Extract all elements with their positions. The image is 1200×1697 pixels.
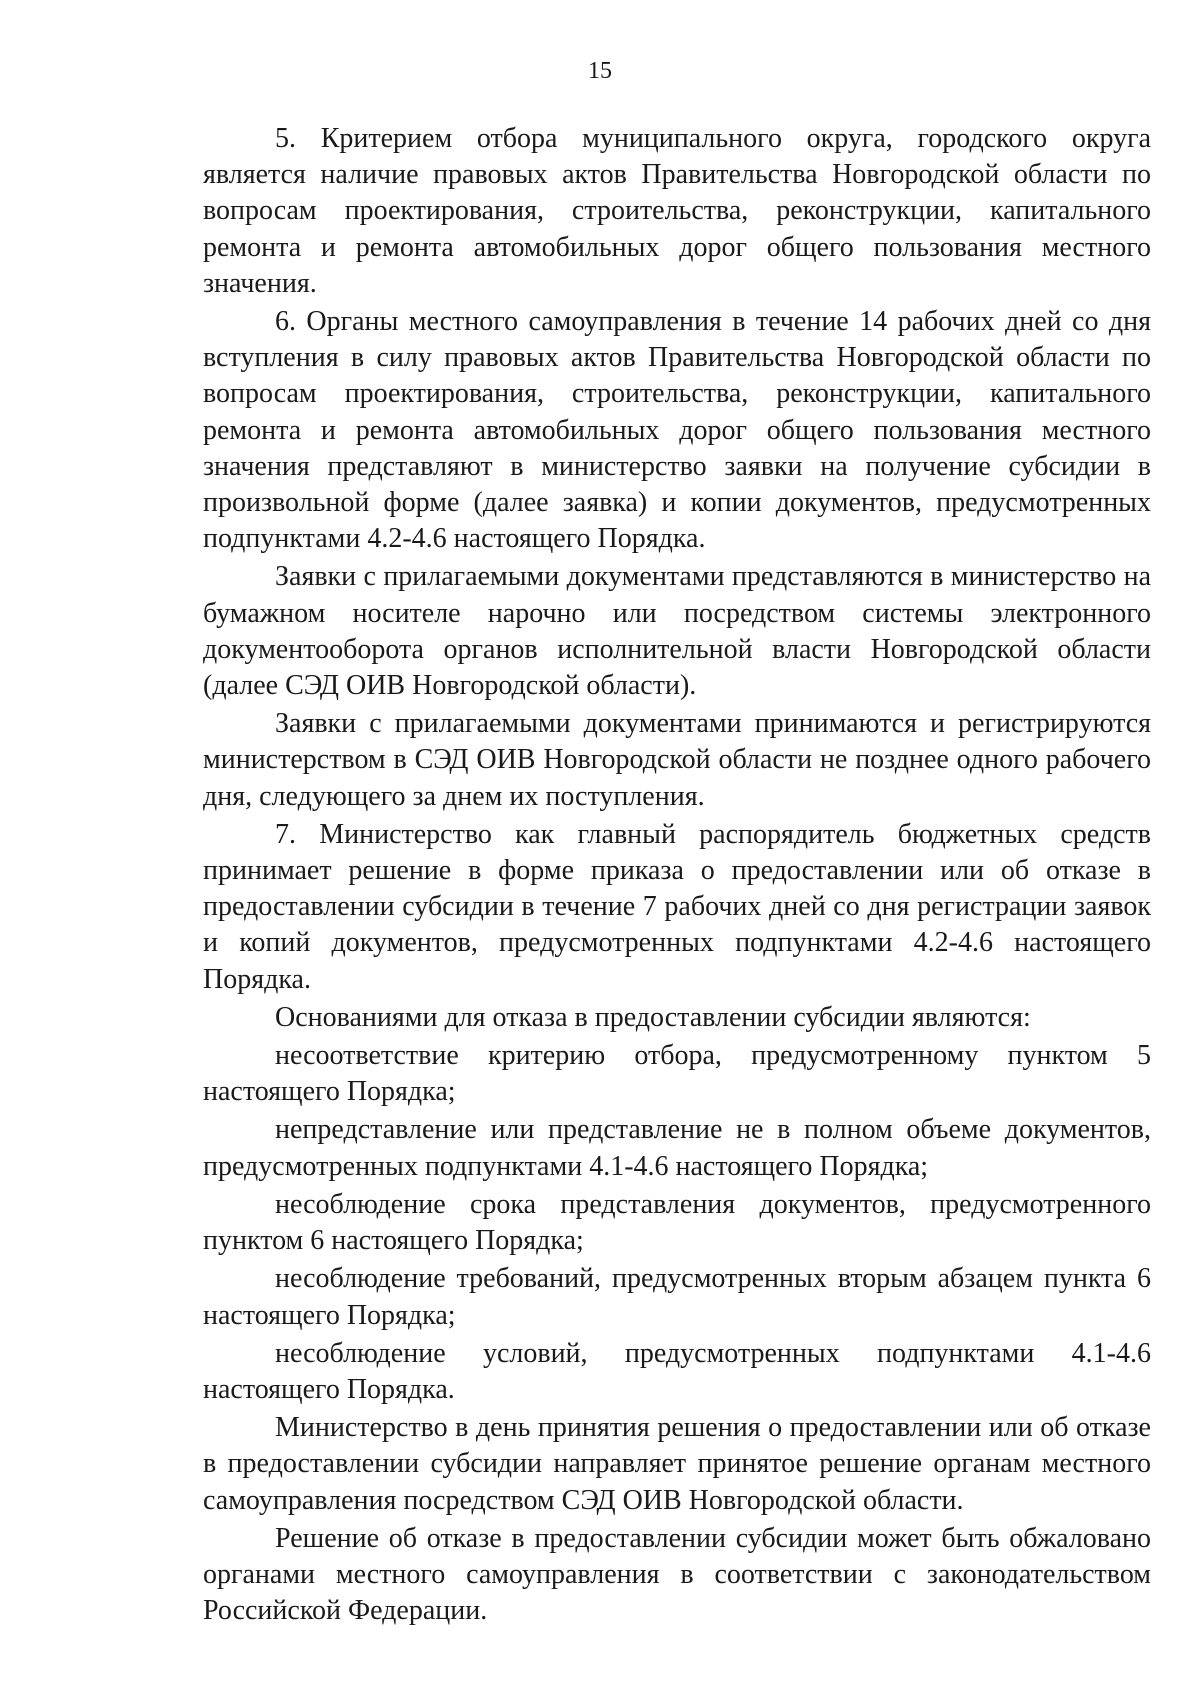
paragraph-criterion: 5. Критерием отбора муниципального округа, городского округа является наличие правовых актов Правительства Новгородской области по вопросам проектирования, строительства, реконструкции, капитального ремонта и ремонта автомобильных дорог общего пользования местного значения. (203, 123, 1151, 299)
paragraph-notification: Министерство в день принятия решения о предоставлении или об отказе в предоставлении субсидии направляет принятое решение органам местного самоуправления посредством СЭД ОИВ Новгородской области. (203, 1412, 1151, 1516)
paragraph-appeal: Решение об отказе в предоставлении субсидии может быть обжаловано органами местного самоуправления в соответствии с законодательством Российской Федерации. (203, 1522, 1151, 1627)
page-number: 15 (588, 58, 612, 84)
paragraph-refusal-grounds: Основаниями для отказа в предоставлении субсидии являются: (275, 1001, 1031, 1033)
refusal-ground-conditions: несоблюдение условий, предусмотренных подпунктами 4.1-4.6 настоящего Порядка. (203, 1337, 1151, 1405)
paragraph-decision: 7. Министерство как главный распорядитель бюджетных средств принимает решение в форме приказа о предоставлении или об отказе в предоставлении субсидии в течение 7 рабочих дней со дня регистрации заявок и копий документов, предусмотренных подпунктами 4.2-4.6 настоящего Порядка. (203, 818, 1151, 995)
refusal-ground-criterion: несоответствие критерию отбора, предусмотренному пунктом 5 настоящего Порядка; (203, 1040, 1151, 1108)
paragraph-registration: Заявки с прилагаемыми документами принимаются и регистрируются министерством в СЭД ОИВ Новгородской области не позднее одного рабочего дня, следующего за днем их поступления. (203, 708, 1151, 812)
refusal-ground-deadline: несоблюдение срока представления документов, предусмотренного пунктом 6 настоящего Порядка; (203, 1188, 1151, 1257)
paragraph-applications: 6. Органы местного самоуправления в течение 14 рабочих дней со дня вступления в силу правовых актов Правительства Новгородской области по вопросам проектирования, строительства, реконструкции, капитального ремонта и ремонта автомобильных дорог общего пользования местного значения представляют в министерство заявки на получение субсидии в произвольной форме (далее заявка) и копии документов, предусмотренных подпунктами 4.2-4.6 настоящего Порядка. (203, 306, 1151, 555)
paragraph-submission: Заявки с прилагаемыми документами представляются в министерство на бумажном носителе нарочно или посредством системы электронного документооборота органов исполнительной власти Новгородской области (далее СЭД ОИВ Новгородской области). (203, 561, 1151, 702)
document-body (203, 121, 1151, 1629)
refusal-ground-documents: непредставление или представление не в полном объеме документов, предусмотренных подпунктами 4.1-4.6 настоящего Порядка; (203, 1114, 1151, 1182)
refusal-ground-requirements: несоблюдение требований, предусмотренных вторым абзацем пункта 6 настоящего Порядка; (203, 1263, 1151, 1331)
